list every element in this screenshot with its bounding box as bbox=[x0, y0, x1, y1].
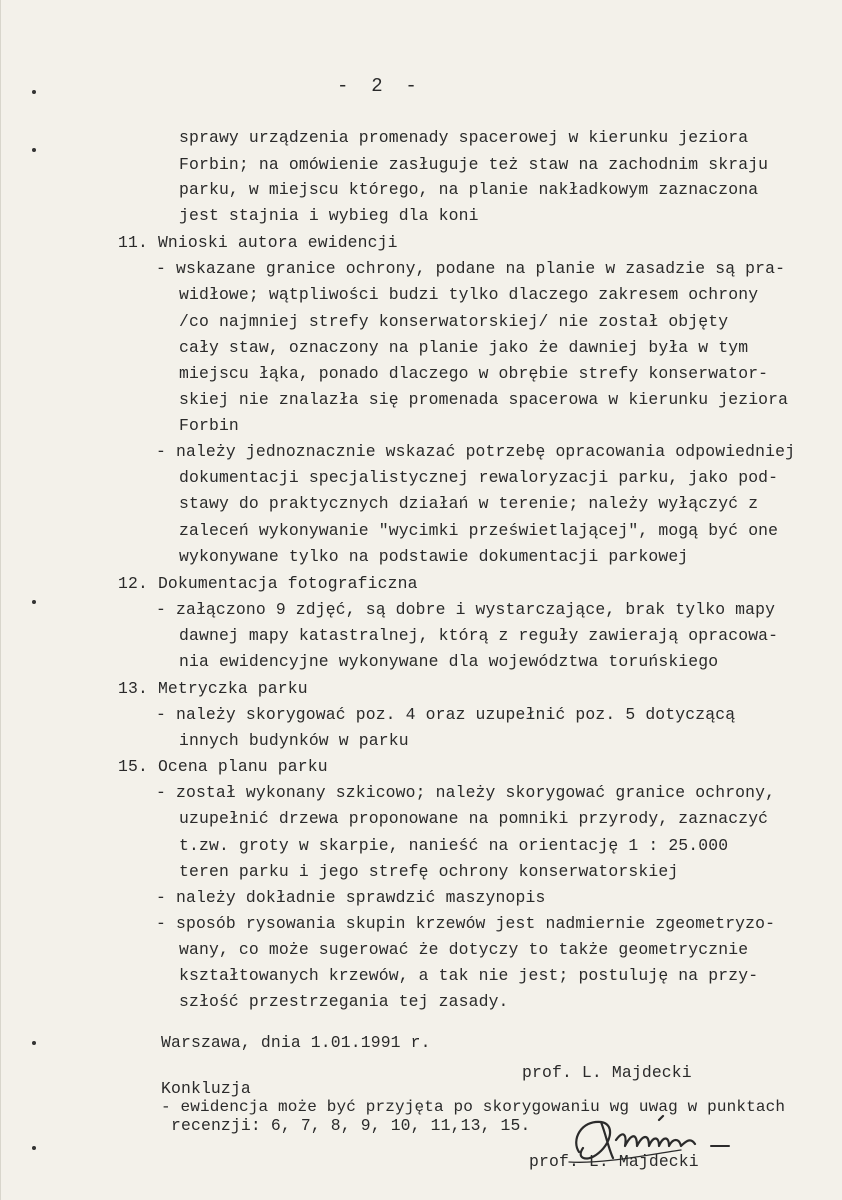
body-line: Forbin; na omówienie zasługuje też staw na zachodnim skraju bbox=[179, 155, 769, 174]
list-item: - został wykonany szkicowo; należy skorygować granice ochrony, bbox=[156, 783, 776, 802]
body-line: uzupełnić drzewa proponowane na pomniki przyrody, zaznaczyć bbox=[179, 809, 769, 828]
section-heading: 11. Wnioski autora ewidencji bbox=[118, 233, 398, 252]
body-line: zaleceń wykonywanie "wycimki prześwietlającej", mogą być one bbox=[179, 521, 779, 540]
body-line: wany, co może sugerować że dotyczy to także geometrycznie bbox=[179, 940, 749, 959]
body-line: jest stajnia i wybieg dla koni bbox=[179, 206, 479, 225]
body-line: szłość przestrzegania tej zasady. bbox=[179, 992, 509, 1011]
body-line: cały staw, oznaczony na planie jako że dawniej była w tym bbox=[179, 338, 749, 357]
body-line: recenzji: 6, 7, 8, 9, 10, 11,13, 15. bbox=[171, 1116, 531, 1135]
punch-hole-mark bbox=[32, 148, 36, 152]
section-heading: 12. Dokumentacja fotograficzna bbox=[118, 574, 418, 593]
body-line: teren parku i jego strefę ochrony konserwatorskiej bbox=[179, 862, 679, 881]
body-line: widłowe; wątpliwości budzi tylko dlaczego zakresem ochrony bbox=[179, 285, 759, 304]
section-heading: 15. Ocena planu parku bbox=[118, 757, 328, 776]
page-number: - 2 - bbox=[337, 75, 417, 97]
list-item: - należy jednoznacznie wskazać potrzebę opracowania odpowiedniej bbox=[156, 442, 796, 461]
body-line: miejscu łąka, ponado dlaczego w obrębie strefy konserwator- bbox=[179, 364, 769, 383]
body-line: nia ewidencyjne wykonywane dla województwa toruńskiego bbox=[179, 652, 719, 671]
body-line: sprawy urządzenia promenady spacerowej w kierunku jeziora bbox=[179, 128, 749, 147]
body-line: t.zw. groty w skarpie, nanieść na orientację 1 : 25.000 bbox=[179, 836, 729, 855]
list-item: - ewidencja może być przyjęta po skorygowaniu wg uwag w punktach bbox=[161, 1098, 786, 1116]
body-line: dokumentacji specjalistycznej rewaloryzacji parku, jako pod- bbox=[179, 468, 779, 487]
list-item: - wskazane granice ochrony, podane na planie w zasadzie są pra- bbox=[156, 259, 786, 278]
list-item: - załączono 9 zdjęć, są dobre i wystarczające, brak tylko mapy bbox=[156, 600, 776, 619]
body-line: /co najmniej strefy konserwatorskiej/ nie został objęty bbox=[179, 312, 729, 331]
punch-hole-mark bbox=[32, 90, 36, 94]
body-line: skiej nie znalazła się promenada spacerowa w kierunku jeziora bbox=[179, 390, 789, 409]
body-line: wykonywane tylko na podstawie dokumentacji parkowej bbox=[179, 547, 689, 566]
body-line: kształtowanych krzewów, a tak nie jest; postuluję na przy- bbox=[179, 966, 759, 985]
punch-hole-mark bbox=[32, 1041, 36, 1045]
place-date: Warszawa, dnia 1.01.1991 r. bbox=[161, 1033, 431, 1052]
body-line: stawy do praktycznych działań w terenie; należy wyłączyć z bbox=[179, 494, 759, 513]
body-line: parku, w miejscu którego, na planie nakładkowym zaznaczona bbox=[179, 180, 759, 199]
body-line: Forbin bbox=[179, 416, 239, 435]
section-heading: 13. Metryczka parku bbox=[118, 679, 308, 698]
list-item: - sposób rysowania skupin krzewów jest nadmiernie zgeometryzo- bbox=[156, 914, 776, 933]
list-item: - należy dokładnie sprawdzić maszynopis bbox=[156, 888, 546, 907]
author-name: prof. L. Majdecki bbox=[522, 1063, 692, 1082]
punch-hole-mark bbox=[32, 600, 36, 604]
conclusion-heading: Konkluzja bbox=[161, 1079, 251, 1098]
punch-hole-mark bbox=[32, 1146, 36, 1150]
author-name: prof. L. Majdecki bbox=[529, 1152, 699, 1171]
body-line: dawnej mapy katastralnej, którą z reguły zawierają opracowa- bbox=[179, 626, 779, 645]
list-item: - należy skorygować poz. 4 oraz uzupełnić poz. 5 dotyczącą bbox=[156, 705, 736, 724]
body-line: innych budynków w parku bbox=[179, 731, 409, 750]
